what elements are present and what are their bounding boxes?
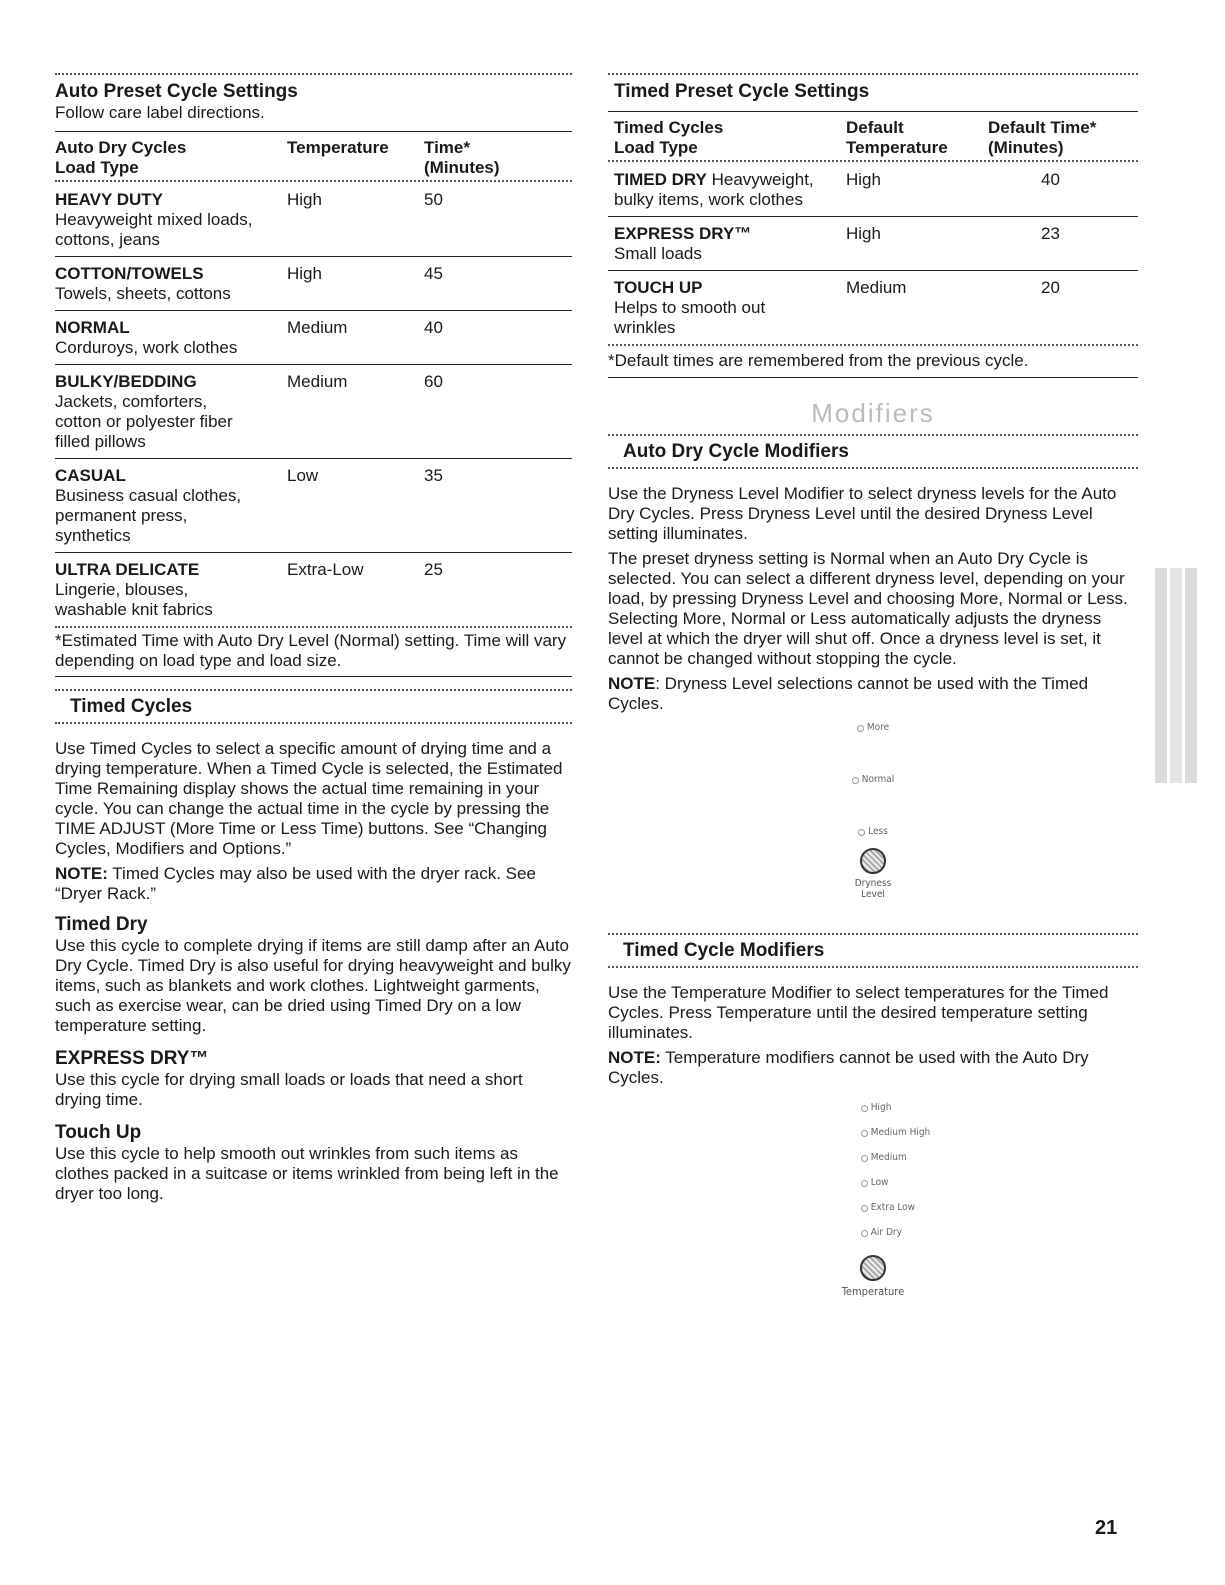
header-timed-cycles: Timed Cycles [614,118,724,137]
cycle-time: 23 [988,217,1138,271]
divider [55,131,572,132]
indicator-light-icon [857,725,864,732]
label-line: Level [861,889,885,900]
header-load-type: Load Type [614,138,698,157]
option-label: Normal [861,774,895,785]
temp-option-low [861,1177,889,1189]
note-text: Timed Cycles may also be used with the dryer rack. See “Dryer Rack.” [55,864,536,903]
cycle-time: 45 [424,257,572,311]
cycle-desc: Small loads [614,244,702,263]
timed-preset-table [608,118,1138,344]
temp-option-extra-low [861,1202,915,1214]
cycle-time: 40 [988,163,1138,217]
option-label: Extra Low [870,1202,916,1213]
cycle-temp: Medium [287,365,424,459]
divider [608,344,1138,347]
option-label: More [866,722,890,733]
cycle-name: CASUAL [55,466,126,485]
note-text: Temperature modifiers cannot be used with the Auto Dry Cycles. [608,1048,1089,1087]
timed-preset-footnote: *Default times are remembered from the previous cycle. [608,351,1029,370]
timed-cycles-note [55,864,572,904]
timed-modifiers-heading: Timed Cycle Modifiers [623,940,825,961]
indicator-light-icon [858,829,865,836]
indicator-light-icon [861,1180,868,1187]
cycle-time: 25 [424,560,443,579]
cycle-temp: High [846,163,988,217]
cycle-name: COTTON/TOWELS [55,264,204,283]
cycle-desc: Jackets, comforters, cotton or polyester fiber filled pillows [55,392,233,451]
temperature-button-icon[interactable] [860,1255,886,1281]
temperature-control[interactable] [608,1098,1138,1338]
timed-cycles-intro: Use Timed Cycles to select a specific amount of drying time and a drying temperature. When a Timed Cycle is selected, the Estimated Time Remaining display shows the actual time remaining in your cycle. You can change the actual time in the cycle by pressing the TIME ADJUST (More Time or Less Time) buttons. See “Changing Cycles, Modifiers and Options.” [55,739,563,858]
indicator-light-icon [861,1155,868,1162]
header-auto-dry-cycles: Auto Dry Cycles [55,138,187,157]
touch-up-heading: Touch Up [55,1122,142,1143]
cycle-desc: Lingerie, blouses, washable knit fabrics [55,580,213,619]
indicator-light-icon [852,777,859,784]
temperature-label: Temperature [841,1285,905,1298]
divider [608,966,1138,969]
indicator-light-icon [861,1230,868,1237]
option-label: Air Dry [870,1227,902,1238]
cycle-time: 40 [424,311,572,365]
cycle-temp: High [287,183,424,257]
auto-modifiers-p1: Use the Dryness Level Modifier to select dryness levels for the Auto Dry Cycles. Press Dryness Level until the desired Dryness Level setting illuminates. [608,484,1117,543]
auto-modifiers-p2: The preset dryness setting is Normal when an Auto Dry Cycle is selected. You can select a different dryness level, depending on your load, by pressing Dryness Level and choosing More, Normal or Less. Selecting More, Normal or Less automatically adjusts the dryness level at which the dryer will shut off. Once a dryness level is set, it cannot be changed without stopping the cycle. [608,549,1128,668]
auto-preset-subtitle: Follow care label directions. [55,103,265,122]
divider [55,722,572,725]
option-label: High [870,1102,892,1113]
dryness-level-button-icon[interactable] [860,848,886,874]
timed-modifiers-note [608,1048,1138,1088]
dryness-option-normal [852,774,895,786]
temp-option-medium-high [861,1127,931,1139]
note-text: : Dryness Level selections cannot be used with the Timed Cycles. [608,674,1089,713]
note-label: NOTE: [608,1048,661,1067]
dryness-option-less [858,826,888,838]
option-label: Low [870,1177,889,1188]
table-header [55,138,572,178]
timed-cycles-heading: Timed Cycles [70,696,193,717]
cycle-desc: Corduroys, work clothes [55,338,238,357]
timed-preset-title: Timed Preset Cycle Settings [614,81,870,102]
option-label: Less [868,826,888,837]
cycle-name: TOUCH UP [614,278,703,297]
header-temperature: Temperature [287,138,389,157]
timed-dry-heading: Timed Dry [55,914,148,935]
indicator-light-icon [861,1130,868,1137]
cycle-desc: Helps to smooth out wrinkles [614,298,766,337]
cycle-time: 50 [424,183,572,257]
cycle-name: BULKY/BEDDING [55,372,197,391]
header-time: Time* [424,138,470,157]
divider [608,111,1138,112]
table-row [55,365,572,459]
table-row [608,163,1138,217]
timed-modifiers-p1: Use the Temperature Modifier to select temperatures for the Timed Cycles. Press Temperature until the desired temperature setting illuminates. [608,983,1109,1042]
header-default: Default [846,118,904,137]
label-line: Dryness [854,878,892,889]
divider [55,626,572,629]
timed-dry-text: Use this cycle to complete drying if items are still damp after an Auto Dry Cycle. Timed Dry is also useful for drying heavyweight and bulky items, such as blankets and work clothes. Lightweight garments, such as exercise wear, can be dried using Timed Dry on a low temperature setting. [55,936,571,1035]
cycle-time: 20 [1041,278,1060,297]
note-label: NOTE: [55,864,108,883]
table-header [608,118,1138,158]
cycle-name: NORMAL [55,318,130,337]
dryness-level-control[interactable] [608,720,1138,915]
cycle-temp: Medium [287,311,424,365]
cycle-desc: Heavyweight mixed loads, cottons, jeans [55,210,253,249]
table-row [55,311,572,365]
cycle-name: HEAVY DUTY [55,190,164,209]
header-temperature: Temperature [846,138,948,157]
temp-option-medium [861,1152,907,1164]
table-row [55,257,572,311]
cycle-name: ULTRA DELICATE [55,560,200,579]
auto-preset-table [55,138,572,626]
option-label: Medium [870,1152,907,1163]
indicator-light-icon [861,1205,868,1212]
cycle-temp: Extra-Low [287,560,364,579]
cycle-temp: High [846,217,988,271]
header-minutes: (Minutes) [988,138,1064,157]
cycle-time: 35 [424,459,572,553]
auto-modifiers-note [608,674,1138,714]
table-row [55,183,572,257]
dryness-level-label [855,878,892,900]
note-label: NOTE [608,674,656,693]
express-dry-heading: EXPRESS DRY™ [55,1048,209,1069]
cycle-temp: Low [287,459,424,553]
page-number: 21 [1095,1517,1118,1539]
temp-option-high [861,1102,892,1114]
table-row [55,553,572,627]
divider [608,467,1138,470]
express-dry-text: Use this cycle for drying small loads or loads that need a short drying time. [55,1070,523,1109]
auto-dry-modifiers-heading: Auto Dry Cycle Modifiers [623,441,849,462]
table-row [608,271,1138,345]
header-default-time: Default Time* [988,118,1097,137]
divider [55,73,572,76]
cycle-desc: Towels, sheets, cottons [55,284,231,303]
touch-up-text: Use this cycle to help smooth out wrinkles from such items as clothes packed in a suitcase or items wrinkled from being left in the dryer too long. [55,1144,559,1203]
table-row [55,459,572,553]
cycle-name: TIMED DRY [614,170,707,189]
table-row [608,217,1138,271]
cycle-time: 60 [424,365,572,459]
cycle-desc: Heavyweight, bulky items, work clothes [614,170,814,209]
indicator-light-icon [861,1105,868,1112]
cycle-desc: Business casual clothes, permanent press, synthetics [55,486,242,545]
divider [55,676,572,677]
modifiers-section-title: Modifiers [811,398,935,428]
side-tab-graphic [1150,563,1210,788]
dryness-option-more [857,722,889,734]
header-minutes: (Minutes) [424,158,500,177]
header-load-type: Load Type [55,158,139,177]
cycle-temp: Medium [846,278,907,297]
cycle-name: EXPRESS DRY™ [614,224,752,243]
temp-option-air-dry [861,1227,902,1239]
auto-preset-title: Auto Preset Cycle Settings [55,81,298,102]
auto-preset-footnote: *Estimated Time with Auto Dry Level (Normal) setting. Time will vary depending on load type and load size. [55,631,567,670]
divider [608,73,1138,76]
option-label: Medium High [870,1127,931,1138]
cycle-temp: High [287,257,424,311]
